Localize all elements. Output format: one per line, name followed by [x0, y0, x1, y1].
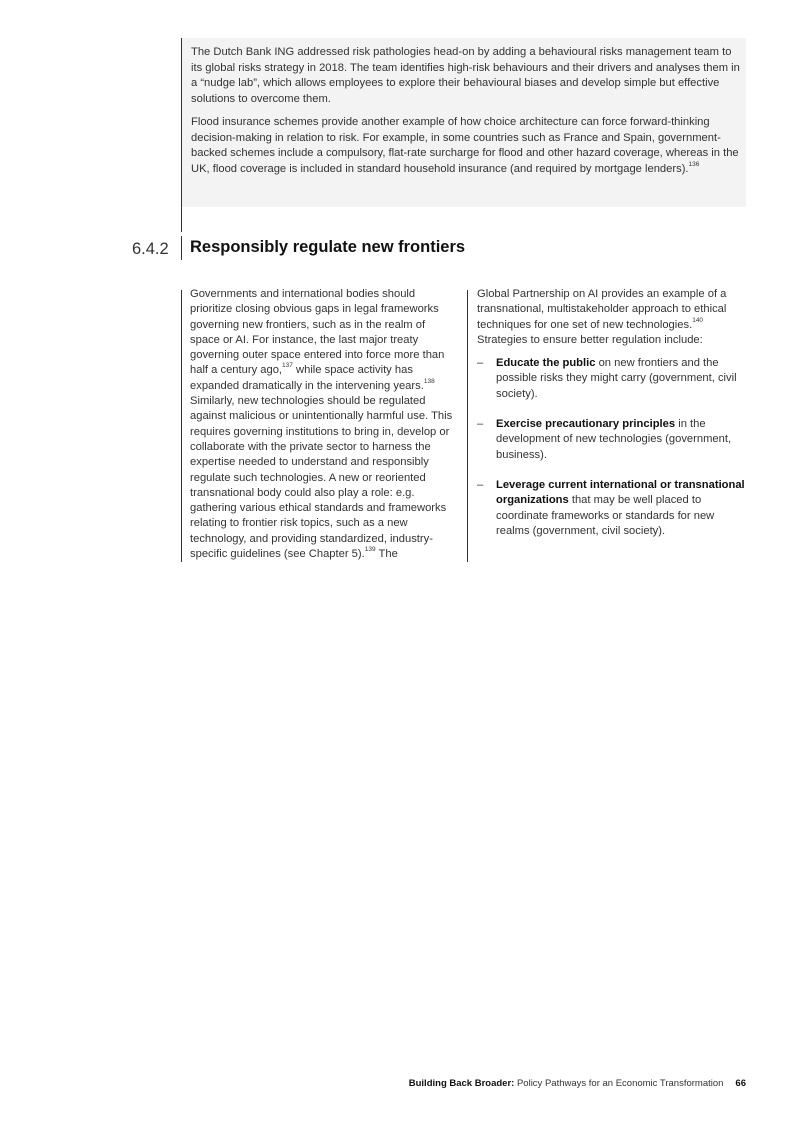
section-number: 6.4.2 — [132, 240, 169, 258]
dash-bullet: – — [477, 478, 484, 491]
body-column-right — [477, 287, 745, 554]
section-rule — [181, 236, 182, 260]
page-number: 66 — [735, 1078, 746, 1089]
section-title: Responsibly regulate new frontiers — [190, 238, 466, 256]
body-paragraph: Global Partnership on AI provides an example of a transnational, multistakeholder approach to ethical techniques for one set of new technologies.$^{140}$ Strategies to ensure better regulation include: — [477, 288, 727, 346]
page-footer — [409, 1078, 746, 1089]
report-title-bold: Building Back Broader: — [408, 1078, 515, 1089]
footnote-ref[interactable]: 140 — [692, 316, 704, 324]
box-paragraph-ing: The Dutch Bank ING addressed risk pathologies head-on by adding a behavioural risks management team to its global risks strategy in 2018. The team identifies high-risk behaviours and their drivers and analyses them in a “nudge lab”, which allows employees to explore their behavioural biases and develop simple but effective solutions to overcome them. — [191, 46, 740, 105]
box-paragraph-flood: Flood insurance schemes provide another example of how choice architecture can force forward-thinking decision-making in relation to risk. For example, in some countries such as France and Spain, government-backed schemes include a compulsory, flat-rate surcharge for flood and other hazard coverage, whereas in the UK, flood coverage is included in standard household insurance (and required by mortgage lenders).$^{136}$ — [191, 116, 739, 175]
footnote-ref[interactable]: 137 — [282, 362, 293, 370]
body-column-left — [190, 287, 454, 562]
body-paragraph: Governments and international bodies should prioritize closing obvious gaps in legal frameworks governing new frontiers, such as in the realm of space or AI. For instance, the last major treaty governing outer space entered into force more than half a century ago,$^{137}$ while space activity has expanded dramatically in the intervening years.$^{138}$ Similarly, new technologies should be regulated against malicious or unintentionally harmful use. This requires governing institutions to bring in, develop or collaborate with the private sector to harness the expertise needed to understand and responsibly regulate such technologies. A new or reoriented transnational body could also play a role: e.g. gathering various ethical standards and frameworks relating to frontier risk topics, such as a new technology, and providing standardized, industry-specific guidelines (see Chapter 5).$^{139}$ The — [190, 288, 453, 561]
footnote-ref[interactable]: 136 — [688, 160, 700, 168]
dash-bullet: – — [477, 418, 484, 431]
report-title-rest: Policy Pathways for an Economic Transformation — [514, 1078, 724, 1089]
column1-rule — [181, 290, 182, 562]
list-item: – Educate the public on new frontiers and the possible risks they might carry (government, civil society). — [477, 357, 737, 400]
column2-rule — [467, 290, 468, 562]
footnote-ref[interactable]: 138 — [423, 377, 435, 385]
list-item: – Exercise precautionary principles in the development of new technologies (government, business). — [477, 418, 732, 461]
strategy-list — [477, 356, 745, 539]
box-left-rule — [181, 38, 182, 232]
case-study-text — [191, 45, 743, 185]
list-item: – Leverage current international or transnational organizations that may be well placed to coordinate frameworks or standards for new realms (government, civil society). — [477, 478, 745, 537]
dash-bullet: – — [477, 357, 484, 370]
footnote-ref[interactable]: 139 — [364, 546, 376, 554]
